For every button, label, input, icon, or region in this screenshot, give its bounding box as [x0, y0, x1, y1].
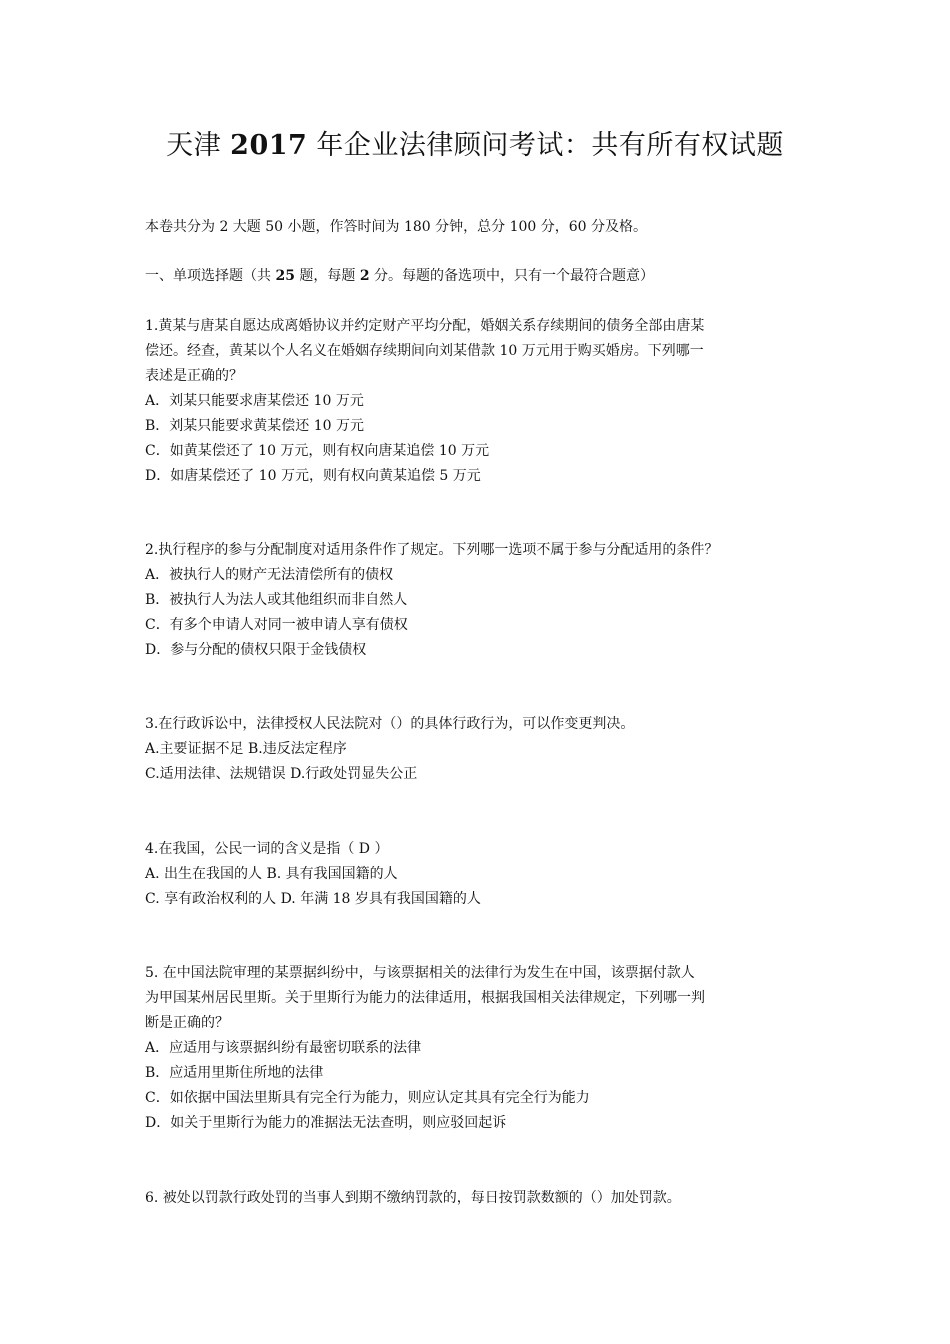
- question-options-line: C.适用法律、法规错误 D.行政处罚显失公正: [145, 766, 418, 782]
- section-question-score: 2: [359, 268, 370, 284]
- question-option-c: C．如黄某偿还了 10 万元，则有权向唐某追偿 10 万元: [145, 443, 490, 459]
- question-option-c: C．有多个申请人对同一被申请人享有债权: [145, 617, 408, 633]
- question-option-b: B．刘某只能要求黄某偿还 10 万元: [145, 418, 365, 434]
- document-title: [0, 126, 950, 166]
- question-option-d: D．参与分配的债权只限于金钱债权: [145, 642, 367, 658]
- question-option-a: A．应适用与该票据纠纷有最密切联系的法律: [145, 1040, 422, 1056]
- title-part-1: 天津: [166, 130, 222, 161]
- question-stem-line: 断是正确的？: [145, 1015, 229, 1031]
- title-year: 2017: [230, 130, 308, 161]
- question-option-d: D．如关于里斯行为能力的准据法无法查明，则应驳回起诉: [145, 1115, 507, 1131]
- exam-intro: 本卷共分为 2 大题 50 小题，作答时间为 180 分钟，总分 100 分，60 分及格。: [145, 219, 648, 235]
- question-option-d: D．如唐某偿还了 10 万元，则有权向黄某追偿 5 万元: [145, 468, 481, 484]
- question-stem-line: 3.在行政诉讼中，法律授权人民法院对（）的具体行政行为，可以作变更判决。: [145, 716, 635, 732]
- question-stem-line: 表述是正确的？: [145, 368, 243, 384]
- question-options-line: A. 出生在我国的人 B. 具有我国国籍的人: [145, 866, 398, 882]
- question-options-line: C. 享有政治权利的人 D. 年满 18 岁具有我国国籍的人: [145, 891, 481, 907]
- question-option-a: A．刘某只能要求唐某偿还 10 万元: [145, 393, 364, 409]
- question-option-a: A．被执行人的财产无法清偿所有的债权: [145, 567, 394, 583]
- question-stem-line: 5. 在中国法院审理的某票据纠纷中，与该票据相关的法律行为发生在中国，该票据付款人: [145, 965, 695, 981]
- question-stem-line: 偿还。经查，黄某以个人名义在婚姻存续期间向刘某借款 10 万元用于购买婚房。下列哪一: [145, 343, 704, 359]
- question-stem-line: 6. 被处以罚款行政处罚的当事人到期不缴纳罚款的，每日按罚款数额的（）加处罚款。: [145, 1190, 681, 1206]
- title-part-2: 年企业法律顾问考试：共有所有权试题: [316, 130, 784, 161]
- question-stem-line: 4.在我国，公民一词的含义是指（ D ）: [145, 841, 389, 857]
- question-option-b: B．被执行人为法人或其他组织而非自然人: [145, 592, 408, 608]
- question-option-b: B．应适用里斯住所地的法律: [145, 1065, 324, 1081]
- question-stem-line: 1.黄某与唐某自愿达成离婚协议并约定财产平均分配，婚姻关系存续期间的债务全部由唐某: [145, 318, 705, 334]
- question-options-line: A.主要证据不足 B.违反法定程序: [145, 741, 347, 757]
- question-stem-line: 2.执行程序的参与分配制度对适用条件作了规定。下列哪一选项不属于参与分配适用的条件？: [145, 542, 719, 558]
- question-option-c: C．如依据中国法里斯具有完全行为能力，则应认定其具有完全行为能力: [145, 1090, 590, 1106]
- section-heading: 一、单项选择题（共 25 题，每题 2 分。每题的备选项中，只有一个最符合题意）: [145, 268, 655, 284]
- question-stem-line: 为甲国某州居民里斯。关于里斯行为能力的法律适用，根据我国相关法律规定，下列哪一判: [145, 990, 705, 1006]
- section-question-count: 25: [275, 268, 295, 284]
